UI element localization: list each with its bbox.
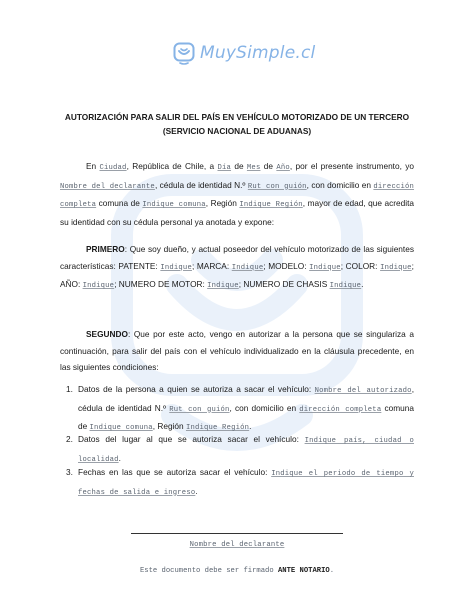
field-ciudad[interactable]: Ciudad — [99, 164, 127, 172]
field-marca[interactable]: Indique — [231, 263, 264, 272]
field-comuna[interactable]: Indique comuna — [142, 201, 206, 209]
list-item: 2. Datos del lugar al que se autoriza sacar el vehículo: Indique país, ciudad o localidad. — [66, 434, 415, 464]
brand-logo — [172, 40, 315, 66]
field-numero-motor[interactable]: Indique — [207, 282, 239, 290]
footer-note-emphasis: ANTE NOTARIO — [277, 567, 330, 575]
footer-note: Este documento debe ser firmado ANTE NOTARIO. — [139, 567, 335, 575]
signature-line — [131, 533, 343, 534]
primero-label: PRIMERO — [86, 244, 125, 254]
field-direccion[interactable]: dirección completa — [60, 182, 415, 209]
field-dia[interactable]: Día — [217, 164, 232, 172]
field-numero-chasis[interactable]: Indique — [329, 282, 362, 290]
field-ano[interactable]: Año — [276, 164, 290, 172]
field-modelo[interactable]: Indique — [309, 263, 341, 272]
segundo-label: SEGUNDO — [86, 329, 128, 339]
document-subtitle: (SERVICIO NACIONAL DE ADUANAS) — [162, 126, 312, 136]
field-nombre-autorizado[interactable]: Nombre del autorizado — [314, 387, 412, 395]
segundo-paragraph: SEGUNDO: Que por este acto, vengo en autorizar a la persona que se singulariza a continuación, para salir del país con el vehículo individualizado en la cláusula precedente, en las siguientes condiciones: — [60, 329, 414, 372]
field-direccion-autorizado[interactable]: dirección completa — [299, 405, 382, 414]
field-fechas[interactable]: Indique el periodo de tiempo y fechas de salida e ingreso — [78, 470, 414, 497]
signature-name-field[interactable]: Nombre del declarante — [189, 541, 285, 549]
list-item: 1. Datos de la persona a quien se autoriza a sacar el vehículo: Nombre del autorizado, cédula de identidad N.º Rut con guión, con domicilio en dirección completa comuna de Indique comuna, Región Indique Región. — [66, 384, 414, 432]
field-ano-vehiculo[interactable]: Indique — [82, 282, 115, 290]
field-rut-autorizado[interactable]: Rut con guión — [169, 405, 230, 414]
field-nombre-declarante[interactable]: Nombre del declarante — [60, 182, 155, 191]
field-rut[interactable]: Rut con guión — [247, 182, 307, 191]
field-region[interactable]: Indique Región — [239, 201, 303, 209]
list-item: 3. Fechas en las que se autoriza sacar el vehículo: Indique el periodo de tiempo y fechas de salida e ingreso. — [66, 467, 414, 497]
document-title: AUTORIZACIÓN PARA SALIR DEL PAÍS EN VEHÍCULO MOTORIZADO DE UN TERCERO — [64, 112, 410, 122]
field-color[interactable]: Indique — [380, 263, 412, 272]
field-mes[interactable]: Mes — [246, 164, 261, 172]
field-region-autorizado[interactable]: Indique Región — [185, 424, 250, 432]
field-lugar[interactable]: Indique país, ciudad o localidad — [78, 437, 415, 464]
brand-logo-text: MuySimple.cl — [200, 43, 316, 63]
field-comuna-autorizado[interactable]: Indique comuna — [89, 424, 153, 432]
primero-paragraph: PRIMERO: Que soy dueño, y actual poseedor del vehículo motorizado de las siguientes características: PATENTE: Indique; MARCA: Indique; MODELO: Indique; COLOR: Indique; AÑO: Indique; NUMERO DE MOTOR: Indique; NUMERO DE CHASIS Indique. — [60, 244, 414, 290]
field-patente[interactable]: Indique — [160, 263, 192, 272]
intro-paragraph: En Ciudad, República de Chile, a Día de Mes de Año, por el presente instrumento, yo Nombre del declarante, cédula de identidad N.º Rut con guión, con domicilio en dirección completa comuna de Indique comuna, Región Indique Región, mayor de edad, que acredita su identidad con su cédula personal ya anotada y expone: — [60, 161, 415, 227]
brand-logo-icon — [172, 41, 196, 65]
